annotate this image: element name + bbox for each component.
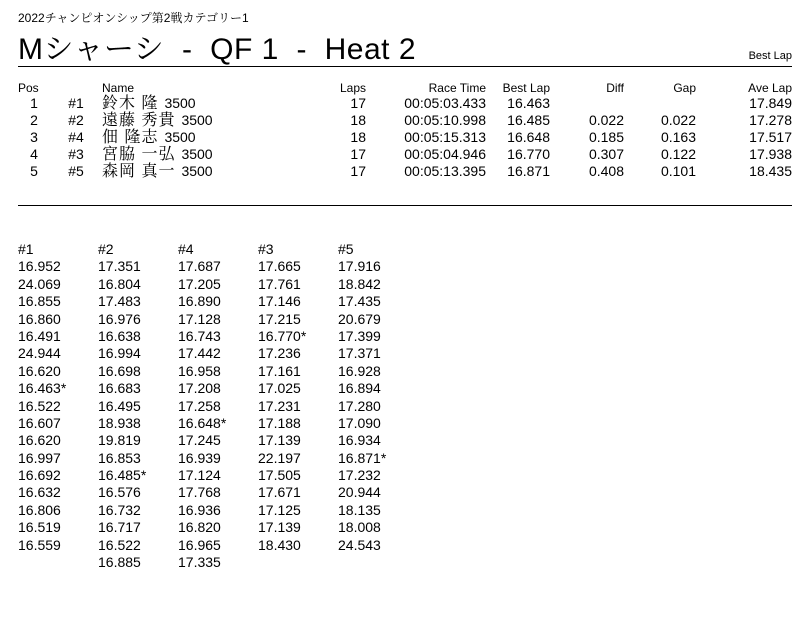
pos-cell: 2 — [30, 112, 38, 128]
table-row — [18, 163, 792, 180]
lap-time: 17.205 — [178, 275, 221, 292]
lap-time: 16.607 — [18, 414, 61, 431]
lap-time: 17.687 — [178, 258, 221, 275]
lap-time: 16.976 — [98, 310, 141, 327]
results-table — [18, 81, 792, 180]
diff-cell — [572, 95, 624, 112]
car-number-cell: #3 — [68, 146, 84, 162]
diff-cell: 0.185 — [588, 129, 624, 145]
lap-time: 17.399 — [338, 327, 381, 344]
diff-cell: 0.307 — [588, 146, 624, 162]
lap-time: 17.231 — [258, 397, 301, 414]
lap-time: 17.671 — [258, 484, 301, 501]
col-pos: Pos — [18, 81, 39, 95]
lap-column — [178, 241, 258, 571]
laps-cell: 17 — [350, 146, 366, 162]
lap-column — [98, 241, 178, 571]
driver-name: 佃 隆志 — [102, 129, 159, 146]
lap-time: 17.139 — [258, 519, 301, 536]
lap-time: 16.965 — [178, 536, 221, 553]
name-cell — [102, 95, 324, 112]
lap-time: 16.871* — [338, 449, 387, 466]
lap-time: 16.806 — [18, 501, 61, 518]
gap-cell: 0.101 — [660, 163, 696, 179]
driver-class: 3500 — [181, 163, 213, 179]
lap-time: 17.236 — [258, 345, 301, 362]
laps-cell: 17 — [350, 95, 366, 111]
best-lap-cell: 16.871 — [507, 163, 550, 179]
lap-column — [18, 241, 98, 571]
race-time-cell: 00:05:13.395 — [404, 163, 486, 179]
lap-time: 17.139 — [258, 432, 301, 449]
lap-time: 17.258 — [178, 397, 221, 414]
lap-time: 17.351 — [98, 258, 141, 275]
table-row — [18, 146, 792, 163]
name-cell — [102, 146, 324, 163]
lap-time: 17.025 — [258, 380, 301, 397]
lap-time: 17.146 — [258, 293, 301, 310]
lap-time: 17.665 — [258, 258, 301, 275]
col-gap: Gap — [673, 81, 696, 95]
pos-cell: 3 — [30, 129, 38, 145]
lap-time: 16.820 — [178, 519, 221, 536]
race-time-cell: 00:05:04.946 — [404, 146, 486, 162]
lap-time: 16.522 — [98, 536, 141, 553]
lap-time: 16.576 — [98, 484, 141, 501]
lap-time: 16.743 — [178, 327, 221, 344]
lap-time: 16.692 — [18, 467, 61, 484]
ave-lap-cell: 17.938 — [749, 146, 792, 162]
lap-time: 16.934 — [338, 432, 381, 449]
lap-time: 18.842 — [338, 275, 381, 292]
lap-column-header: #2 — [98, 241, 114, 257]
col-laps: Laps — [339, 81, 366, 95]
lap-time: 17.124 — [178, 467, 221, 484]
lap-time: 16.463* — [18, 380, 67, 397]
divider-top — [18, 66, 792, 67]
race-time-cell: 00:05:15.313 — [404, 129, 486, 145]
best-lap-cell: 16.485 — [507, 112, 550, 128]
gap-cell: 0.122 — [660, 146, 696, 162]
lap-time: 16.648* — [178, 414, 227, 431]
col-race-time: Race Time — [428, 81, 486, 95]
table-row — [18, 112, 792, 129]
lap-time: 17.090 — [338, 414, 381, 431]
lap-time: 16.890 — [178, 293, 221, 310]
driver-class: 3500 — [164, 129, 196, 145]
driver-name: 鈴木 隆 — [102, 95, 159, 112]
lap-time: 16.952 — [18, 258, 61, 275]
lap-time: 16.732 — [98, 501, 141, 518]
driver-name: 宮脇 一弘 — [102, 146, 176, 163]
car-number-cell: #4 — [68, 129, 84, 145]
car-number-cell: #1 — [68, 95, 84, 111]
page-title: Mシャーシ - QF 1 - Heat 2 — [18, 33, 417, 66]
lap-time: 16.958 — [178, 362, 221, 379]
lap-time: 16.804 — [98, 275, 141, 292]
name-cell — [102, 129, 324, 146]
lap-time: 18.938 — [98, 414, 141, 431]
diff-cell: 0.022 — [588, 112, 624, 128]
table-row — [18, 129, 792, 146]
lap-column-header: #3 — [258, 241, 274, 257]
driver-class: 3500 — [164, 95, 196, 111]
divider-bottom — [18, 205, 792, 206]
lap-time: 20.944 — [338, 484, 381, 501]
lap-time: 16.894 — [338, 380, 381, 397]
lap-time: 17.188 — [258, 414, 301, 431]
lap-time: 22.197 — [258, 449, 301, 466]
driver-class: 3500 — [181, 112, 213, 128]
car-number-cell: #2 — [68, 112, 84, 128]
gap-cell: 0.163 — [660, 129, 696, 145]
lap-time: 16.519 — [18, 519, 61, 536]
best-lap-cell: 16.463 — [507, 95, 550, 111]
lap-time: 17.761 — [258, 275, 301, 292]
lap-time: 18.430 — [258, 536, 301, 553]
diff-cell: 0.408 — [588, 163, 624, 179]
lap-time: 24.543 — [338, 536, 381, 553]
lap-time: 17.442 — [178, 345, 221, 362]
race-time-cell: 00:05:03.433 — [404, 95, 486, 111]
lap-time: 17.335 — [178, 554, 221, 571]
pos-cell: 1 — [30, 95, 38, 111]
lap-time: 16.994 — [98, 345, 141, 362]
table-row — [18, 95, 792, 112]
lap-time: 24.944 — [18, 345, 61, 362]
gap-cell — [624, 95, 696, 112]
lap-time: 19.819 — [98, 432, 141, 449]
col-name: Name — [102, 81, 135, 95]
lap-time: 16.620 — [18, 362, 61, 379]
gap-cell: 0.022 — [660, 112, 696, 128]
pos-cell: 4 — [30, 146, 38, 162]
lap-time: 24.069 — [18, 275, 61, 292]
lap-time: 16.522 — [18, 397, 61, 414]
ave-lap-cell: 17.849 — [749, 95, 792, 111]
lap-time: 16.491 — [18, 327, 61, 344]
lap-time: 16.485* — [98, 467, 147, 484]
name-cell — [102, 163, 324, 180]
lap-time: 16.997 — [18, 449, 61, 466]
lap-column — [338, 241, 418, 571]
driver-name: 遠藤 秀貴 — [102, 112, 176, 129]
lap-times-grid — [18, 241, 418, 571]
col-diff: Diff — [606, 81, 624, 95]
lap-time: 16.559 — [18, 536, 61, 553]
lap-time: 16.770* — [258, 327, 307, 344]
lap-time: 18.008 — [338, 519, 381, 536]
ave-lap-cell: 18.435 — [749, 163, 792, 179]
lap-time: 16.885 — [98, 554, 141, 571]
lap-column-header: #1 — [18, 241, 34, 257]
car-number-cell: #5 — [68, 163, 84, 179]
ave-lap-cell: 17.517 — [749, 129, 792, 145]
laps-cell: 18 — [350, 129, 366, 145]
pos-cell: 5 — [30, 163, 38, 179]
results-header-row — [18, 81, 792, 95]
lap-time: 16.683 — [98, 380, 141, 397]
lap-time: 16.853 — [98, 449, 141, 466]
lap-column-header: #4 — [178, 241, 194, 257]
lap-time: 20.679 — [338, 310, 381, 327]
lap-time: 17.161 — [258, 362, 301, 379]
lap-time: 17.232 — [338, 467, 381, 484]
lap-time: 18.135 — [338, 501, 381, 518]
lap-time: 17.916 — [338, 258, 381, 275]
lap-time: 17.245 — [178, 432, 221, 449]
lap-column-header: #5 — [338, 241, 354, 257]
lap-time: 16.928 — [338, 362, 381, 379]
lap-time: 16.936 — [178, 501, 221, 518]
lap-time: 16.939 — [178, 449, 221, 466]
lap-column — [258, 241, 338, 571]
lap-time: 16.638 — [98, 327, 141, 344]
laps-cell: 18 — [350, 112, 366, 128]
col-number — [50, 81, 102, 95]
lap-time: 17.280 — [338, 397, 381, 414]
driver-name: 森岡 真一 — [102, 163, 176, 180]
lap-time: 16.495 — [98, 397, 141, 414]
lap-time: 17.215 — [258, 310, 301, 327]
lap-time: 16.717 — [98, 519, 141, 536]
lap-time: 17.371 — [338, 345, 381, 362]
lap-time: 16.860 — [18, 310, 61, 327]
lap-time: 16.632 — [18, 484, 61, 501]
lap-time: 16.855 — [18, 293, 61, 310]
lap-time: 16.698 — [98, 362, 141, 379]
event-subtitle: 2022チャンピオンシップ第2戦カテゴリー1 — [18, 11, 249, 25]
race-time-cell: 00:05:10.998 — [404, 112, 486, 128]
lap-time: 17.208 — [178, 380, 221, 397]
lap-time: 17.128 — [178, 310, 221, 327]
lap-time: 17.125 — [258, 501, 301, 518]
name-cell — [102, 112, 324, 129]
best-lap-cell: 16.770 — [507, 146, 550, 162]
col-ave-lap: Ave Lap — [748, 81, 792, 95]
lap-time: 16.620 — [18, 432, 61, 449]
lap-time: 17.768 — [178, 484, 221, 501]
best-lap-cell: 16.648 — [507, 129, 550, 145]
ave-lap-cell: 17.278 — [749, 112, 792, 128]
col-best-lap: Best Lap — [502, 81, 550, 95]
driver-class: 3500 — [181, 146, 213, 162]
lap-time: 17.435 — [338, 293, 381, 310]
lap-time: 17.483 — [98, 293, 141, 310]
lap-time: 17.505 — [258, 467, 301, 484]
laps-cell: 17 — [350, 163, 366, 179]
best-lap-label: Best Lap — [748, 50, 792, 62]
